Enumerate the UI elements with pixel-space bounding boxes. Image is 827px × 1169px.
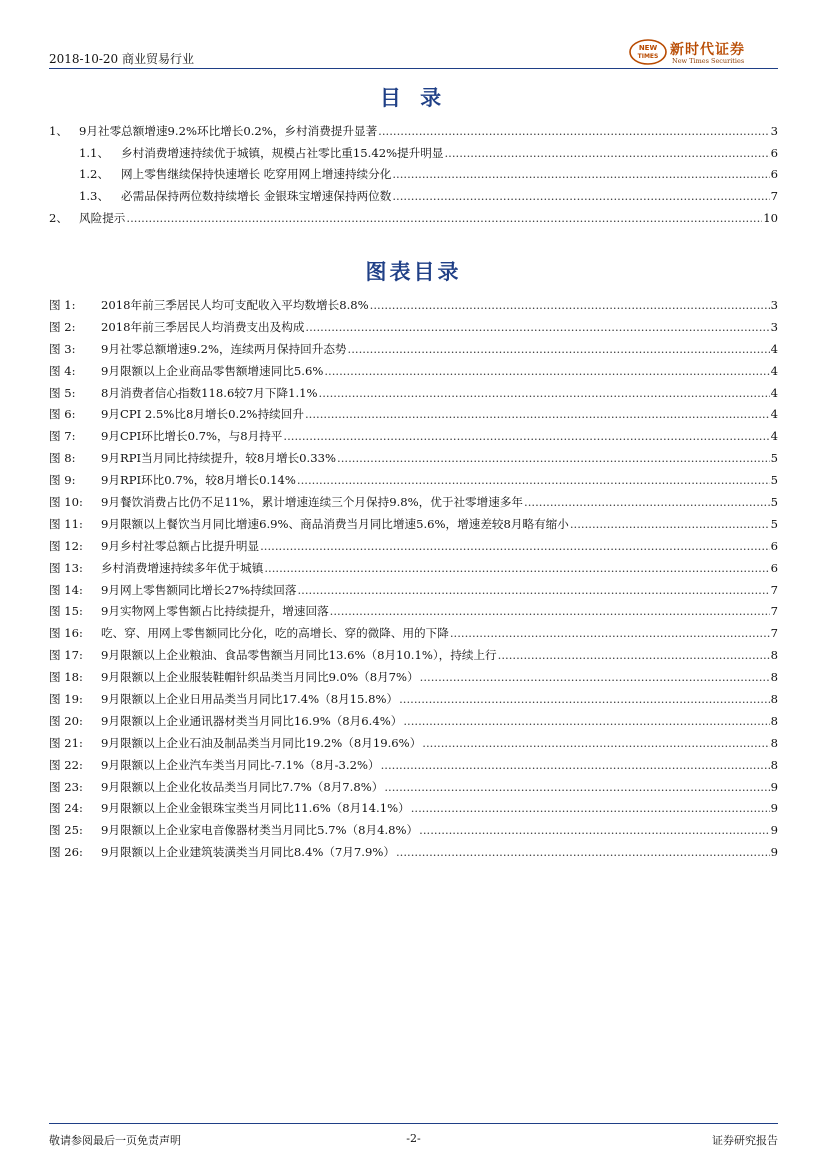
- figure-entry[interactable]: [49, 382, 778, 404]
- entry-leader-dots: [348, 342, 770, 356]
- entry-title: 9月RPI环比0.7%，较8月增长0.14%: [101, 473, 296, 488]
- figure-index-list: [49, 294, 778, 863]
- entry-title: 网上零售继续保持快速增长 吃穿用网上增速持续分化: [121, 167, 392, 182]
- entry-leader-dots: [384, 780, 769, 794]
- entry-leader-dots: [422, 736, 769, 750]
- entry-leader-dots: [305, 407, 770, 421]
- entry-title: 风险提示: [79, 210, 126, 225]
- entry-page-number: 3: [770, 319, 778, 334]
- entry-leader-dots: [419, 823, 769, 837]
- entry-page-number: 8: [770, 648, 778, 663]
- figure-entry[interactable]: [49, 732, 778, 754]
- entry-page-number: 5: [770, 451, 778, 466]
- entry-title: 9月限额以上企业家电音像器材类当月同比5.7%（8月4.8%）: [101, 823, 419, 838]
- entry-title: 9月限额以上企业通讯器材类当月同比16.9%（8月6.4%）: [101, 713, 403, 728]
- entry-page-number: 5: [770, 516, 778, 531]
- entry-title: 9月限额以上企业金银珠宝类当月同比11.6%（8月14.1%）: [101, 801, 410, 816]
- figure-entry[interactable]: [49, 447, 778, 469]
- entry-number: 图 2:: [49, 319, 76, 334]
- entry-number: 1.1、: [79, 145, 110, 160]
- entry-page-number: 4: [770, 341, 778, 356]
- entry-page-number: 6: [770, 560, 778, 575]
- entry-title: 9月限额以上企业商品零售额增速同比5.6%: [101, 363, 324, 378]
- entry-number: 图 6:: [49, 407, 76, 422]
- figure-entry[interactable]: [49, 600, 778, 622]
- entry-number: 图 3:: [49, 341, 76, 356]
- toc-entry[interactable]: [49, 207, 778, 229]
- toc-title: 目 录: [379, 85, 448, 110]
- entry-leader-dots: [297, 583, 769, 597]
- entry-leader-dots: [324, 364, 769, 378]
- figure-entry[interactable]: [49, 622, 778, 644]
- entry-title: 9月餐饮消费占比仍不足11%，累计增速连续三个月保持9.8%，优于社零增速多年: [101, 494, 524, 509]
- figure-entry[interactable]: [49, 819, 778, 841]
- entry-number: 图 9:: [49, 473, 76, 488]
- entry-title: 9月社零总额增速9.2%环比增长0.2%，乡村消费提升显著: [79, 123, 378, 138]
- figure-entry[interactable]: [49, 513, 778, 535]
- toc-list: [49, 120, 778, 228]
- figure-entry[interactable]: [49, 776, 778, 798]
- entry-title: 乡村消费增速持续优于城镇，规模占社零比重15.42%提升明显: [121, 145, 444, 160]
- figure-entry[interactable]: [49, 579, 778, 601]
- figure-entry[interactable]: [49, 666, 778, 688]
- entry-leader-dots: [370, 298, 770, 312]
- entry-title: 9月限额以上企业粮油、食品零售额当月同比13.6%（8月10.1%），持续上行: [101, 648, 497, 663]
- footer-divider: [49, 1123, 778, 1124]
- entry-page-number: 5: [770, 473, 778, 488]
- logo-badge-icon: [628, 38, 668, 66]
- entry-page-number: 7: [770, 188, 778, 203]
- entry-page-number: 9: [770, 845, 778, 860]
- entry-leader-dots: [381, 758, 770, 772]
- figure-entry[interactable]: [49, 688, 778, 710]
- figure-entry[interactable]: [49, 754, 778, 776]
- entry-page-number: 6: [770, 145, 778, 160]
- figure-entry[interactable]: [49, 425, 778, 447]
- entry-title: 2018年前三季居民人均消费支出及构成: [101, 319, 305, 334]
- entry-number: 1.2、: [79, 167, 110, 182]
- entry-title: 乡村消费增速持续多年优于城镇: [101, 560, 264, 575]
- entry-page-number: 3: [770, 297, 778, 312]
- entry-leader-dots: [297, 473, 770, 487]
- entry-number: 图 4:: [49, 363, 76, 378]
- entry-leader-dots: [450, 626, 770, 640]
- entry-number: 图 17:: [49, 648, 83, 663]
- entry-number: 图 19:: [49, 691, 83, 706]
- entry-page-number: 9: [770, 823, 778, 838]
- logo-company-name: 新时代证券: [670, 42, 745, 58]
- entry-leader-dots: [392, 167, 769, 181]
- entry-page-number: 8: [770, 713, 778, 728]
- entry-title: 9月限额以上企业石油及制品类当月同比19.2%（8月19.6%）: [101, 735, 422, 750]
- entry-page-number: 5: [770, 494, 778, 509]
- entry-leader-dots: [330, 604, 770, 618]
- entry-title: 2018年前三季居民人均可支配收入平均数增长8.8%: [101, 297, 369, 312]
- entry-leader-dots: [498, 648, 770, 662]
- entry-title: 必需品保持两位数持续增长 金银珠宝增速保持两位数: [121, 188, 392, 203]
- figure-entry[interactable]: [49, 841, 778, 863]
- entry-title: 9月CPI 2.5%比8月增长0.2%持续回升: [101, 407, 304, 422]
- entry-page-number: 8: [770, 670, 778, 685]
- entry-title: 9月限额以上企业汽车类当月同比-7.1%（8月-3.2%）: [101, 757, 380, 772]
- toc-entry[interactable]: [49, 142, 778, 164]
- entry-number: 图 10:: [49, 494, 83, 509]
- entry-page-number: 9: [770, 801, 778, 816]
- toc-entry[interactable]: [49, 120, 778, 142]
- entry-number: 图 5:: [49, 385, 76, 400]
- logo-company-name-en: New Times Securities: [672, 57, 745, 65]
- figure-entry[interactable]: [49, 710, 778, 732]
- entry-number: 图 11:: [49, 516, 83, 531]
- entry-page-number: 3: [770, 123, 778, 138]
- entry-number: 2、: [49, 210, 68, 225]
- entry-leader-dots: [570, 517, 770, 531]
- entry-number: 图 20:: [49, 713, 83, 728]
- entry-title: 9月网上零售额同比增长27%持续回落: [101, 582, 297, 597]
- entry-title: 9月限额以上企业日用品类当月同比17.4%（8月15.8%）: [101, 691, 399, 706]
- entry-page-number: 6: [770, 538, 778, 553]
- header-divider: [49, 68, 778, 69]
- entry-title: 9月限额以上企业化妆品类当月同比7.7%（8月7.8%）: [101, 779, 384, 794]
- figure-entry[interactable]: [49, 535, 778, 557]
- entry-leader-dots: [378, 124, 769, 138]
- entry-page-number: 8: [770, 691, 778, 706]
- entry-leader-dots: [444, 146, 769, 160]
- figure-entry[interactable]: [49, 294, 778, 316]
- entry-leader-dots: [524, 495, 770, 509]
- entry-page-number: 7: [770, 604, 778, 619]
- entry-number: 图 22:: [49, 757, 83, 772]
- figure-entry[interactable]: [49, 644, 778, 666]
- entry-title: 9月RPI当月同比持续提升，较8月增长0.33%: [101, 451, 337, 466]
- figure-entry[interactable]: [49, 557, 778, 579]
- entry-page-number: 8: [770, 735, 778, 750]
- entry-page-number: 7: [770, 582, 778, 597]
- figure-index-title: 图表目录: [365, 259, 462, 284]
- entry-title: 9月限额以上企业服装鞋帽针织品类当月同比9.0%（8月7%）: [101, 670, 419, 685]
- entry-title: 9月实物网上零售额占比持续提升，增速回落: [101, 604, 329, 619]
- entry-title: 9月CPI环比增长0.7%，与8月持平: [101, 429, 283, 444]
- toc-entry[interactable]: [49, 163, 778, 185]
- entry-page-number: 4: [770, 407, 778, 422]
- entry-leader-dots: [264, 561, 769, 575]
- figure-entry[interactable]: [49, 316, 778, 338]
- entry-title: 9月乡村社零总额占比提升明显: [101, 538, 260, 553]
- entry-number: 图 12:: [49, 538, 83, 553]
- entry-leader-dots: [392, 189, 769, 203]
- footer-report-type: 证券研究报告: [712, 1134, 778, 1147]
- company-logo: [628, 38, 778, 68]
- svg-text:TIMES: TIMES: [637, 53, 659, 60]
- entry-page-number: 4: [770, 429, 778, 444]
- entry-page-number: 4: [770, 385, 778, 400]
- entry-leader-dots: [396, 845, 770, 859]
- entry-number: 图 7:: [49, 429, 76, 444]
- toc-entry[interactable]: [49, 185, 778, 207]
- entry-page-number: 9: [770, 779, 778, 794]
- figure-entry[interactable]: [49, 797, 778, 819]
- entry-number: 图 13:: [49, 560, 83, 575]
- entry-number: 图 23:: [49, 779, 83, 794]
- entry-number: 图 14:: [49, 582, 83, 597]
- entry-leader-dots: [411, 801, 770, 815]
- entry-title: 9月限额以上餐饮当月同比增速6.9%、商品消费当月同比增速5.6%，增速差较8月略有缩小: [101, 516, 569, 531]
- figure-entry[interactable]: [49, 403, 778, 425]
- svg-text:NEW: NEW: [638, 44, 658, 52]
- footer-page-number: -2-: [406, 1132, 421, 1145]
- figure-entry[interactable]: [49, 338, 778, 360]
- entry-leader-dots: [420, 670, 770, 684]
- entry-number: 图 26:: [49, 845, 83, 860]
- entry-leader-dots: [319, 386, 770, 400]
- entry-number: 图 21:: [49, 735, 83, 750]
- entry-leader-dots: [337, 451, 770, 465]
- entry-leader-dots: [305, 320, 769, 334]
- entry-number: 1.3、: [79, 188, 110, 203]
- entry-leader-dots: [126, 211, 762, 225]
- header-date-industry: 2018-10-20 商业贸易行业: [49, 52, 195, 66]
- figure-entry[interactable]: [49, 491, 778, 513]
- entry-title: 9月限额以上企业建筑装潢类当月同比8.4%（7月7.9%）: [101, 845, 395, 860]
- entry-page-number: 7: [770, 626, 778, 641]
- entry-leader-dots: [399, 692, 770, 706]
- entry-number: 图 25:: [49, 823, 83, 838]
- entry-number: 图 15:: [49, 604, 83, 619]
- entry-title: 8月消费者信心指数118.6较7月下降1.1%: [101, 385, 318, 400]
- figure-entry[interactable]: [49, 469, 778, 491]
- page-header: [49, 38, 778, 68]
- entry-page-number: 4: [770, 363, 778, 378]
- page-footer: [49, 1132, 778, 1148]
- entry-leader-dots: [403, 714, 769, 728]
- entry-leader-dots: [283, 429, 769, 443]
- entry-number: 图 8:: [49, 451, 76, 466]
- entry-page-number: 6: [770, 167, 778, 182]
- entry-leader-dots: [260, 539, 770, 553]
- footer-disclaimer: 敬请参阅最后一页免责声明: [49, 1134, 181, 1147]
- entry-number: 图 16:: [49, 626, 83, 641]
- entry-number: 图 18:: [49, 670, 83, 685]
- entry-page-number: 10: [763, 210, 778, 225]
- entry-page-number: 8: [770, 757, 778, 772]
- figure-entry[interactable]: [49, 360, 778, 382]
- entry-number: 图 24:: [49, 801, 83, 816]
- entry-title: 吃、穿、用网上零售额同比分化，吃的高增长、穿的微降、用的下降: [101, 626, 449, 641]
- entry-title: 9月社零总额增速9.2%，连续两月保持回升态势: [101, 341, 347, 356]
- entry-number: 图 1:: [49, 297, 76, 312]
- entry-number: 1、: [49, 123, 68, 138]
